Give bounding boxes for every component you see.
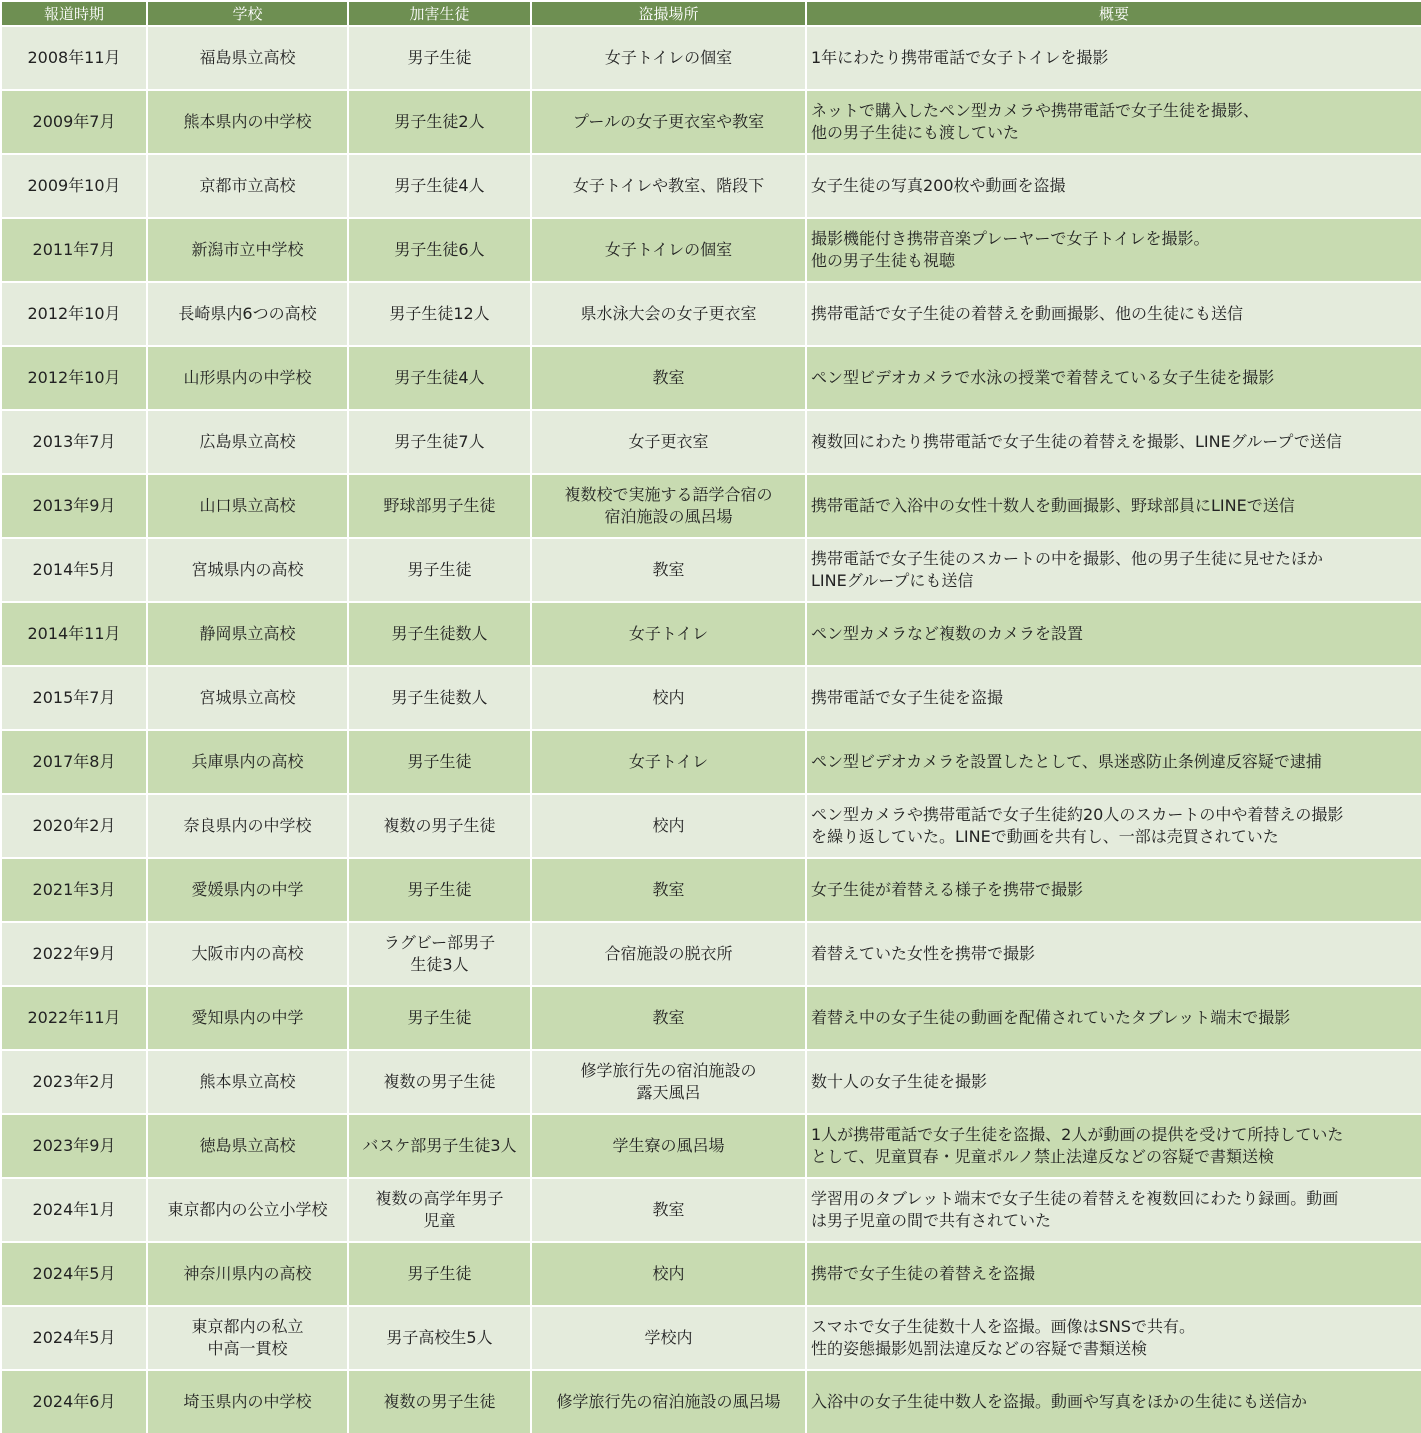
cell-date: 2024年5月 [1,1306,147,1370]
cell-summary: ネットで購入したペン型カメラや携帯電話で女子生徒を撮影、 他の男子生徒にも渡していた [806,90,1421,154]
cell-summary: 携帯電話で女子生徒の着替えを動画撮影、他の生徒にも送信 [806,282,1421,346]
cell-offender: 男子生徒 [348,538,531,602]
table-row [1,986,1421,1050]
cell-date: 2011年7月 [1,218,147,282]
cell-place: 学生寮の風呂場 [531,1114,806,1178]
table-row [1,666,1421,730]
cell-date: 2024年1月 [1,1178,147,1242]
table-body [1,26,1421,1433]
cell-school: 広島県立高校 [147,410,348,474]
cell-summary: 1年にわたり携帯電話で女子トイレを撮影 [806,26,1421,90]
cell-date: 2017年8月 [1,730,147,794]
cell-place: 複数校で実施する語学合宿の 宿泊施設の風呂場 [531,474,806,538]
cell-school: 愛媛県内の中学 [147,858,348,922]
cell-summary: 女子生徒の写真200枚や動画を盗撮 [806,154,1421,218]
cell-school: 長崎県内6つの高校 [147,282,348,346]
cell-date: 2023年9月 [1,1114,147,1178]
cell-date: 2020年2月 [1,794,147,858]
cell-summary: ペン型ビデオカメラで水泳の授業で着替えている女子生徒を撮影 [806,346,1421,410]
cell-place: 合宿施設の脱衣所 [531,922,806,986]
cell-offender: 男子生徒7人 [348,410,531,474]
cell-date: 2024年6月 [1,1370,147,1433]
cell-offender: 複数の高学年男子 児童 [348,1178,531,1242]
cell-offender: 男子生徒4人 [348,346,531,410]
cell-date: 2023年2月 [1,1050,147,1114]
cell-school: 大阪市内の高校 [147,922,348,986]
cell-school: 新潟市立中学校 [147,218,348,282]
cell-date: 2012年10月 [1,346,147,410]
table-row [1,1050,1421,1114]
cell-school: 東京都内の私立 中高一貫校 [147,1306,348,1370]
cell-summary: ペン型カメラなど複数のカメラを設置 [806,602,1421,666]
cell-place: 教室 [531,538,806,602]
cell-date: 2021年3月 [1,858,147,922]
header-offender: 加害生徒 [348,1,531,26]
cell-summary: 着替え中の女子生徒の動画を配備されていたタブレット端末で撮影 [806,986,1421,1050]
table-row [1,1306,1421,1370]
table-row [1,858,1421,922]
table-row [1,26,1421,90]
table-row [1,1178,1421,1242]
cell-place: 教室 [531,986,806,1050]
cell-offender: 複数の男子生徒 [348,1050,531,1114]
cell-school: 山口県立高校 [147,474,348,538]
cell-date: 2013年7月 [1,410,147,474]
header-date: 報道時期 [1,1,147,26]
cell-place: 校内 [531,1242,806,1306]
cell-date: 2022年9月 [1,922,147,986]
table-row [1,794,1421,858]
cell-date: 2014年5月 [1,538,147,602]
cell-offender: 男子生徒 [348,986,531,1050]
cell-place: 女子トイレの個室 [531,26,806,90]
cell-date: 2015年7月 [1,666,147,730]
header-school: 学校 [147,1,348,26]
cell-summary: 女子生徒が着替える様子を携帯で撮影 [806,858,1421,922]
cell-date: 2024年5月 [1,1242,147,1306]
cell-school: 神奈川県内の高校 [147,1242,348,1306]
cell-place: 女子トイレ [531,730,806,794]
table-row [1,922,1421,986]
cell-place: 学校内 [531,1306,806,1370]
cell-offender: 男子生徒 [348,1242,531,1306]
cell-school: 東京都内の公立小学校 [147,1178,348,1242]
cell-offender: 複数の男子生徒 [348,794,531,858]
table-row [1,538,1421,602]
table-row [1,1370,1421,1433]
cell-offender: 男子生徒12人 [348,282,531,346]
cell-school: 宮城県内の高校 [147,538,348,602]
cell-school: 山形県内の中学校 [147,346,348,410]
cell-place: 女子更衣室 [531,410,806,474]
cell-date: 2014年11月 [1,602,147,666]
table-row [1,730,1421,794]
cell-offender: 男子生徒数人 [348,666,531,730]
cell-offender: 男子生徒4人 [348,154,531,218]
cell-date: 2022年11月 [1,986,147,1050]
cell-summary: 複数回にわたり携帯電話で女子生徒の着替えを撮影、LINEグループで送信 [806,410,1421,474]
cell-place: 修学旅行先の宿泊施設の風呂場 [531,1370,806,1433]
header-place: 盗撮場所 [531,1,806,26]
cell-date: 2013年9月 [1,474,147,538]
cell-offender: バスケ部男子生徒3人 [348,1114,531,1178]
cell-summary: スマホで女子生徒数十人を盗撮。画像はSNSで共有。 性的姿態撮影処罰法違反などの容疑で書類送検 [806,1306,1421,1370]
cell-place: 女子トイレの個室 [531,218,806,282]
table-row [1,602,1421,666]
table-row [1,218,1421,282]
cell-offender: 男子生徒 [348,26,531,90]
cell-summary: ペン型カメラや携帯電話で女子生徒約20人のスカートの中や着替えの撮影 を繰り返していた。LINEで動画を共有し、一部は売買されていた [806,794,1421,858]
cell-school: 奈良県内の中学校 [147,794,348,858]
cell-offender: 男子生徒2人 [348,90,531,154]
cell-school: 熊本県立高校 [147,1050,348,1114]
cell-school: 埼玉県内の中学校 [147,1370,348,1433]
table-row [1,1242,1421,1306]
cell-place: プールの女子更衣室や教室 [531,90,806,154]
cell-offender: 男子生徒 [348,858,531,922]
cell-school: 静岡県立高校 [147,602,348,666]
cell-offender: 野球部男子生徒 [348,474,531,538]
cell-date: 2012年10月 [1,282,147,346]
table-row [1,346,1421,410]
cell-school: 兵庫県内の高校 [147,730,348,794]
table-row [1,474,1421,538]
cell-summary: 数十人の女子生徒を撮影 [806,1050,1421,1114]
cell-school: 福島県立高校 [147,26,348,90]
cell-summary: 1人が携帯電話で女子生徒を盗撮、2人が動画の提供を受けて所持していた として、児童買春・児童ポルノ禁止法違反などの容疑で書類送検 [806,1114,1421,1178]
cell-place: 女子トイレ [531,602,806,666]
table-header-row [1,1,1421,26]
cell-place: 県水泳大会の女子更衣室 [531,282,806,346]
table-row [1,154,1421,218]
cell-offender: 男子生徒数人 [348,602,531,666]
cell-date: 2008年11月 [1,26,147,90]
cell-summary: 携帯電話で入浴中の女性十数人を動画撮影、野球部員にLINEで送信 [806,474,1421,538]
cell-school: 宮城県立高校 [147,666,348,730]
cell-date: 2009年7月 [1,90,147,154]
cell-school: 熊本県内の中学校 [147,90,348,154]
cell-summary: 携帯電話で女子生徒のスカートの中を撮影、他の男子生徒に見せたほか LINEグループにも送信 [806,538,1421,602]
cell-summary: 学習用のタブレット端末で女子生徒の着替えを複数回にわたり録画。動画 は男子児童の間で共有されていた [806,1178,1421,1242]
cell-offender: 男子生徒6人 [348,218,531,282]
cell-summary: 携帯電話で女子生徒を盗撮 [806,666,1421,730]
cell-place: 校内 [531,794,806,858]
cell-offender: 男子生徒 [348,730,531,794]
cell-offender: ラグビー部男子 生徒3人 [348,922,531,986]
cell-place: 修学旅行先の宿泊施設の 露天風呂 [531,1050,806,1114]
cell-place: 女子トイレや教室、階段下 [531,154,806,218]
cell-school: 愛知県内の中学 [147,986,348,1050]
cell-summary: 携帯で女子生徒の着替えを盗撮 [806,1242,1421,1306]
cell-place: 教室 [531,858,806,922]
cell-school: 京都市立高校 [147,154,348,218]
cell-summary: ペン型ビデオカメラを設置したとして、県迷惑防止条例違反容疑で逮捕 [806,730,1421,794]
cell-date: 2009年10月 [1,154,147,218]
table-row [1,410,1421,474]
header-summary: 概要 [806,1,1421,26]
cell-place: 校内 [531,666,806,730]
cell-place: 教室 [531,346,806,410]
cell-summary: 入浴中の女子生徒中数人を盗撮。動画や写真をほかの生徒にも送信か [806,1370,1421,1433]
table-row [1,1114,1421,1178]
table-row [1,282,1421,346]
cell-summary: 撮影機能付き携帯音楽プレーヤーで女子トイレを撮影。 他の男子生徒も視聴 [806,218,1421,282]
cell-summary: 着替えていた女性を携帯で撮影 [806,922,1421,986]
cell-place: 教室 [531,1178,806,1242]
cell-offender: 男子高校生5人 [348,1306,531,1370]
cell-school: 徳島県立高校 [147,1114,348,1178]
table-row [1,90,1421,154]
cell-offender: 複数の男子生徒 [348,1370,531,1433]
